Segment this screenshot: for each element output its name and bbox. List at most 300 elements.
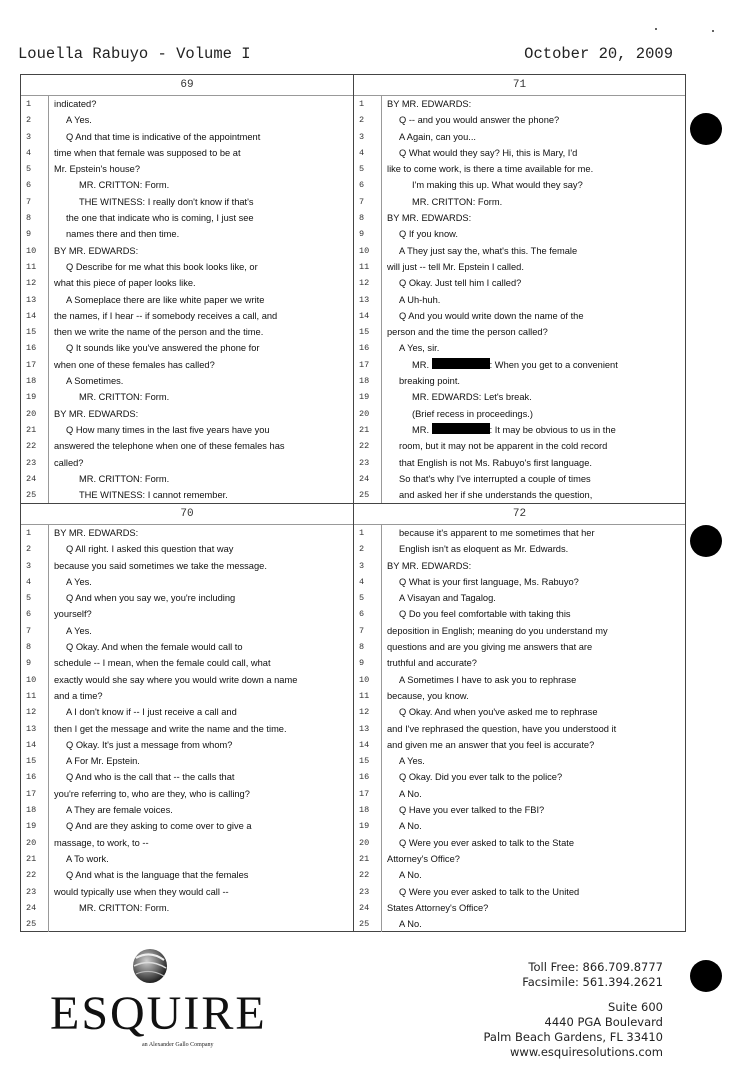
transcript-line [354,818,685,834]
transcript-line [21,438,353,454]
line-number-divider [381,590,382,606]
line-number-divider [381,96,382,112]
line-number: 7 [26,625,32,636]
line-text [54,541,351,557]
line-text-content: time when that female was supposed to be at [54,147,241,158]
transcript-line [21,177,353,193]
line-text [54,786,351,802]
line-number-divider [381,226,382,242]
transcript-line [21,769,353,785]
transcript-line [21,422,353,438]
line-number-divider [48,357,49,373]
line-text-content: the names, if I hear -- if somebody receives a call, and [54,310,278,321]
line-number-divider [381,308,382,324]
line-number: 12 [26,278,37,289]
line-text [54,753,351,769]
line-number: 9 [26,229,32,240]
transcript-line [21,900,353,916]
line-text [54,704,351,720]
line-number-divider [48,900,49,916]
line-text [54,818,351,834]
transcript-line [354,129,685,145]
transcript-line [21,340,353,356]
page-number: 72 [354,504,685,525]
line-number-divider [381,177,382,193]
line-number-divider [48,406,49,422]
line-number-divider [381,769,382,785]
line-text-content: A Sometimes. [66,376,124,387]
line-text-content: I'm making this up. What would they say? [412,180,583,191]
line-text-content: A Yes. [399,756,425,767]
line-text [54,177,351,193]
line-number: 17 [26,359,37,370]
transcript-line [21,292,353,308]
line-number: 13 [26,294,37,305]
line-number: 20 [359,408,370,419]
transcript-line [354,340,685,356]
line-text-content: Mr. Epstein's house? [54,164,141,175]
transcript-line [354,558,685,574]
line-text-content: A For Mr. Epstein. [66,756,140,767]
transcript-grid [20,74,686,932]
line-text-content: A Yes. [66,625,92,636]
line-text [387,406,683,422]
line-text-content: A No. [399,821,422,832]
address-street: 4440 PGA Boulevard [544,1015,663,1029]
line-number-divider [48,851,49,867]
transcript-line [354,574,685,590]
transcript-line [354,438,685,454]
line-text-content: that English is not Ms. Rabuyo's first language. [399,457,592,468]
line-number-divider [381,422,382,438]
line-text-content: MR. CRITTON: Form. [412,196,503,207]
transcript-line [21,786,353,802]
transcript-line [21,818,353,834]
line-text-content: Q And who is the call that -- the calls that [66,772,235,783]
line-text-content: room, but it may not be apparent in the cold record [399,441,608,452]
transcript-line [21,145,353,161]
transcript-line [354,900,685,916]
line-number-divider [48,145,49,161]
line-number: 9 [26,658,32,669]
line-number-divider [381,471,382,487]
line-number: 23 [26,886,37,897]
line-number-divider [381,753,382,769]
line-text-content: MR. EDWARDS: Let's break. [412,392,532,403]
line-text-content: MR. [412,359,430,370]
line-number: 16 [26,343,37,354]
line-number: 11 [359,690,370,701]
line-text [387,129,683,145]
line-text [387,541,683,557]
transcript-line [21,558,353,574]
line-text-content: BY MR. EDWARDS: [387,99,472,109]
transcript-line [21,373,353,389]
line-text-content: A Yes, sir. [399,343,440,354]
line-number: 14 [359,310,370,321]
line-number-divider [48,623,49,639]
line-text [387,161,683,177]
line-text [54,802,351,818]
line-text [387,112,683,128]
line-text [54,867,351,883]
line-text-content: Q What would they say? Hi, this is Mary, I'd [399,147,578,158]
transcript-line [354,161,685,177]
line-number-divider [381,487,382,503]
line-text-content: Q And that time is indicative of the appointment [66,131,261,142]
line-text-content: and asked her if she understands the question, [399,490,593,501]
line-text-content: Q Okay. And when the female would call to [66,642,243,653]
transcript-line [354,884,685,900]
line-number-divider [381,704,382,720]
line-text-content: MR. CRITTON: Form. [79,180,170,191]
line-text [54,672,351,688]
line-text-content: Q Okay. Just tell him I called? [399,278,522,289]
line-number-divider [381,900,382,916]
line-number-divider [381,129,382,145]
line-number: 6 [26,609,32,620]
line-text [54,340,351,356]
line-number: 25 [359,919,370,930]
line-number-divider [48,455,49,471]
website-link[interactable]: www.esquiresolutions.com [510,1045,663,1059]
line-text [54,422,351,438]
line-number: 9 [359,658,365,669]
transcript-line [354,786,685,802]
line-text [54,194,351,210]
line-number-divider [48,210,49,226]
line-text-content: the one that indicate who is coming, I just see [66,213,254,224]
line-number-divider [48,655,49,671]
esquire-logo [50,948,267,1048]
redaction-block [432,358,490,369]
transcript-line [21,357,353,373]
transcript-line [354,753,685,769]
line-text-content: A Uh-huh. [399,294,441,305]
line-text-content: because you said sometimes we take the message. [54,560,267,571]
line-number: 6 [359,609,365,620]
line-text-content: BY MR. EDWARDS: [387,213,472,224]
page-number: 70 [21,504,353,525]
line-text [387,308,683,324]
line-number-divider [48,438,49,454]
line-text-content: Q It sounds like you've answered the phone for [66,343,260,354]
transcript-line [21,672,353,688]
line-text [387,818,683,834]
line-number-divider [381,639,382,655]
line-text [387,438,683,454]
line-number-divider [48,324,49,340]
line-number-divider [381,259,382,275]
line-text-content: Q Okay. It's just a message from whom? [66,739,233,750]
transcript-line [21,275,353,291]
line-text-content: A Yes. [66,115,92,126]
line-number: 18 [359,376,370,387]
line-text-content: and given me an answer that you feel is accurate? [387,739,595,750]
line-text [387,867,683,883]
transcript-line [21,112,353,128]
transcript-line [21,623,353,639]
line-text [387,704,683,720]
line-text [54,112,351,128]
line-number-divider [381,867,382,883]
transcript-line [21,753,353,769]
line-number-divider [381,340,382,356]
line-text [54,324,351,340]
line-text [387,292,683,308]
line-text-content: and I've rephrased the question, have you understood it [387,723,617,734]
line-text-content: BY MR. EDWARDS: [54,528,139,538]
line-text [54,275,351,291]
line-number: 21 [359,424,370,435]
line-number-divider [381,373,382,389]
line-number-divider [48,226,49,242]
transcript-line [21,867,353,883]
transcript-line [21,704,353,720]
line-number-divider [48,259,49,275]
line-number-divider [48,243,49,259]
line-text-content: when one of these females has called? [54,359,215,370]
line-text-content: MR. CRITTON: Form. [79,392,170,403]
line-text [54,373,351,389]
line-text-content: Q And you would write down the name of the [399,310,584,321]
redaction-block [432,423,490,434]
line-text-continuation: : It may be obvious to us in the [489,424,616,435]
line-number: 23 [359,886,370,897]
line-text-content: A No. [399,788,422,799]
line-text-content: deposition in English; meaning do you understand my [387,625,608,636]
transcript-line [354,357,685,373]
line-number: 22 [359,441,370,452]
transcript-line [21,455,353,471]
transcript-line [354,606,685,622]
line-number-divider [48,194,49,210]
line-number: 17 [359,359,370,370]
line-text [387,194,683,210]
transcript-line [354,704,685,720]
line-number-divider [48,721,49,737]
line-text [54,900,351,916]
transcript-line [21,194,353,210]
line-text [387,558,683,574]
line-text-content: and a time? [54,690,103,701]
line-number-divider [48,769,49,785]
line-number-divider [381,672,382,688]
line-number: 24 [359,473,370,484]
line-text-content: answered the telephone when one of these females has [54,441,285,452]
line-number-divider [381,292,382,308]
binder-hole-mark [690,960,722,992]
line-text-content: because, you know. [387,690,469,701]
line-text-content: would typically use when they would call -- [54,886,229,897]
line-text [54,769,351,785]
line-text [387,275,683,291]
binder-hole-mark [690,113,722,145]
line-text-content: Q Okay. Did you ever talk to the police? [399,772,563,783]
line-text [387,884,683,900]
line-text-content: BY MR. EDWARDS: [54,245,139,256]
line-text [54,590,351,606]
transcript-line [21,541,353,557]
line-number-divider [381,688,382,704]
line-number: 20 [26,837,37,848]
transcript-line [21,129,353,145]
transcript-line [21,308,353,324]
line-number: 4 [359,576,365,587]
line-text [387,606,683,622]
line-text [387,688,683,704]
transcript-line [21,210,353,226]
transcript-line [354,455,685,471]
transcript-line [21,851,353,867]
line-text [387,721,683,737]
line-text [387,916,683,932]
line-number: 10 [359,674,370,685]
line-text-content: MR. CRITTON: Form. [79,473,170,484]
transcript-line [354,851,685,867]
line-text [54,96,351,112]
transcript-line [354,389,685,405]
line-number-divider [48,867,49,883]
line-text-content: Q And when you say we, you're including [66,593,236,604]
line-number-divider [381,916,382,932]
transcript-lines [21,525,353,932]
line-text [54,406,351,422]
line-number: 9 [359,229,365,240]
line-text [387,672,683,688]
contact-address [483,1000,663,1060]
line-number: 3 [26,131,32,142]
line-text-content: A To work. [66,853,109,864]
line-text [54,558,351,574]
page-number: 71 [354,75,685,96]
line-text [54,129,351,145]
line-number: 19 [359,821,370,832]
transcript-line [354,769,685,785]
transcript-line [354,471,685,487]
line-text [54,243,351,259]
transcript-lines [354,525,685,932]
line-number-divider [381,655,382,671]
line-number-divider [381,275,382,291]
line-number: 5 [359,164,365,175]
transcript-page [21,503,354,931]
line-number-divider [48,639,49,655]
line-number-divider [48,818,49,834]
line-text-content: English isn't as eloquent as Mr. Edwards. [399,544,569,555]
line-number-divider [48,308,49,324]
line-text-content: because it's apparent to me sometimes that her [399,528,595,538]
line-number: 18 [26,805,37,816]
line-text [387,786,683,802]
line-number-divider [381,835,382,851]
transcript-line [21,406,353,422]
line-number: 12 [359,278,370,289]
line-number-divider [48,96,49,112]
transcript-line [354,737,685,753]
line-number-divider [48,340,49,356]
transcript-line [354,194,685,210]
line-text-content: schedule -- I mean, when the female could call, what [54,658,271,669]
line-number-divider [48,292,49,308]
line-text-content: like to come work, is there a time available for me. [387,164,594,175]
line-text-content: A I don't know if -- I just receive a call and [66,707,237,718]
line-text [387,357,683,373]
line-text [387,210,683,226]
line-number-divider [48,112,49,128]
line-number: 3 [359,131,365,142]
line-text-content: truthful and accurate? [387,658,477,669]
line-number-divider [48,606,49,622]
line-number: 7 [26,196,32,207]
transcript-line [354,422,685,438]
line-text-content: MR. CRITTON: Form. [79,902,170,913]
line-text [387,525,683,541]
line-text [387,177,683,193]
line-text-content: Q Have you ever talked to the FBI? [399,805,545,816]
line-number-divider [48,672,49,688]
line-number: 1 [359,528,365,538]
line-number: 4 [26,147,32,158]
line-number: 22 [26,441,37,452]
line-number: 15 [359,756,370,767]
line-text-content: then I get the message and write the name and the time. [54,723,287,734]
transcript-line [354,259,685,275]
line-number: 8 [26,642,32,653]
line-text [387,471,683,487]
line-number-divider [48,525,49,541]
line-text [387,623,683,639]
line-text-content: called? [54,457,84,468]
line-number: 1 [359,99,365,109]
line-number-divider [381,210,382,226]
line-text [387,753,683,769]
transcript-line [21,606,353,622]
line-number-divider [381,541,382,557]
line-number-divider [381,324,382,340]
line-number: 12 [26,707,37,718]
transcript-line [354,639,685,655]
line-number-divider [381,194,382,210]
line-text-content: Q Okay. And when you've asked me to rephrase [399,707,598,718]
line-number: 8 [359,642,365,653]
line-number-divider [48,471,49,487]
line-text-content: will just -- tell Mr. Epstein I called. [387,261,524,272]
line-text [387,324,683,340]
transcript-page [354,75,685,503]
transcript-line [21,324,353,340]
line-text-continuation: : When you get to a convenient [489,359,618,370]
line-number-divider [381,851,382,867]
line-number-divider [48,161,49,177]
transcript-line [354,688,685,704]
line-text-content: BY MR. EDWARDS: [387,560,472,571]
transcript-line [21,655,353,671]
transcript-line [21,574,353,590]
address-suite: Suite 600 [608,1000,663,1014]
line-number-divider [48,541,49,557]
line-number: 23 [359,457,370,468]
line-number: 2 [359,115,365,126]
transcript-line [21,835,353,851]
line-number: 6 [359,180,365,191]
line-number: 16 [359,772,370,783]
line-text [54,574,351,590]
line-text-content: indicated? [54,99,97,109]
line-text-content: THE WITNESS: I cannot remember. [79,490,228,501]
line-text-content: Q And are they asking to come over to give a [66,821,252,832]
transcript-line [21,525,353,541]
